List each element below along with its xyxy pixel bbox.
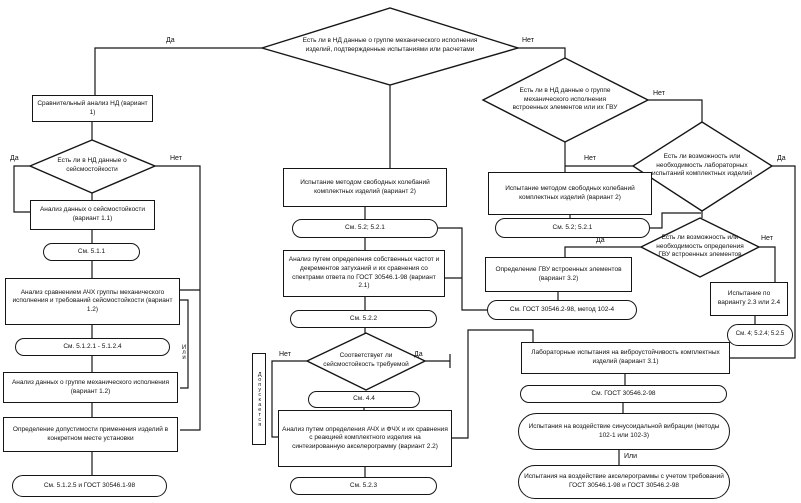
ref-5-1-1: См. 5.1.1 [43, 243, 140, 261]
ref-5-1-2-5: См. 5.1.2.5 и ГОСТ 30546.1-98 [12, 475, 167, 497]
box-gvu-determination: Определение ГВУ встроенных элементов (вариант 3.2) [485, 257, 632, 292]
ref-5-2-mid: См. 5.2; 5.2.1 [292, 219, 438, 238]
decision-embedded: Есть ли в НД данные о группе механического исполнения встроенных элементов или их ГВУ [512, 87, 618, 112]
box-afc-pfc-analysis: Анализ путем определения АЧХ и ФЧХ и их сравнения с реакцией комплектного изделия на синтезированную акселерограмму (вариант 2.2) [278, 410, 452, 467]
label-no-match: Нет [279, 351, 291, 358]
label-yes-gvu: Да [596, 237, 605, 244]
box-natural-freq-analysis: Анализ путем определения собственных частот и декрементов затуханий и их сравнения со спектрами ответа по ГОСТ 30546.1-98 (вариант 2.1) [283, 250, 445, 297]
label-or-left: Или [181, 344, 187, 360]
label-no-gvu: Нет [761, 235, 773, 242]
label-no-embedded: Нет [653, 90, 665, 97]
decision-lab: Есть ли возможность или необходимость лабораторных испытаний комплектных изделий [651, 153, 753, 178]
ref-4-4: См. 4.4 [308, 391, 420, 408]
box-admissibility: Определение допустимости применения изделий в конкретном месте установки [3, 417, 178, 452]
box-accel-test: Испытания на воздействие акселерограммы с учетом требований ГОСТ 30546.1-98 и ГОСТ 30546.2-98 [518, 465, 730, 499]
box-afc-comparison: Анализ сравнением АЧХ группы механического исполнения и требований сейсмостойкости (вариант 1.2) [5, 278, 180, 325]
decision-embedded-shape [483, 58, 648, 142]
decision-gvu-shape [641, 218, 759, 277]
label-or-bottom: Или [624, 453, 638, 460]
box-free-oscillation-right: Испытание методом свободных колебаний комплектных изделий (вариант 2) [488, 172, 652, 215]
ref-method-102-4: См. ГОСТ 30546.2-98, метод 102-4 [487, 300, 637, 320]
decision-match-shape [307, 333, 425, 390]
label-yes-start: Да [166, 37, 175, 44]
box-comparative-analysis: Сравнительный анализ НД (вариант 1) [32, 95, 153, 122]
box-lab-vibro: Лабораторные испытания на виброустойчивость комплектных изделий (вариант 3.1) [521, 342, 730, 374]
decision-match: Соответствует ли сейсмостойкость требуемой [323, 352, 409, 368]
decision-seismic: Есть ли в НД данные о сейсмостойкости [57, 157, 127, 173]
ref-gost-30546-2: См. ГОСТ 30546.2-98 [520, 385, 727, 403]
box-group-analysis: Анализ данных о группе механического исполнения (вариант 1.2) [3, 372, 178, 403]
label-no-start: Нет [522, 37, 534, 44]
ref-5-2-3: См. 5.2.3 [290, 477, 437, 495]
ref-5-2-right: См. 5.2; 5.2.1 [495, 218, 650, 238]
label-no-lab: Нет [584, 155, 596, 162]
ref-5-1-2: См. 5.1.2.1 - 5.1.2.4 [15, 338, 170, 356]
label-yes-match: Да [414, 351, 423, 358]
decision-seismic-shape [30, 140, 155, 193]
ref-4-5-2-4: См. 4; 5.2.4; 5.2.5 [727, 324, 793, 346]
box-free-oscillation-mid: Испытание методом свободных колебаний комплектных изделий (вариант 2) [283, 168, 447, 207]
label-yes-seismic: Да [10, 155, 19, 162]
ref-5-2-2: См. 5.2.2 [290, 310, 437, 328]
box-variant-23-24: Испытание по варианту 2.3 или 2.4 [710, 282, 788, 316]
decision-start-shape [262, 8, 518, 85]
decision-lab-shape [633, 122, 772, 211]
box-sine-test: Испытания на воздействие синусоидальной вибрации (методы 102-1 или 102-3) [518, 413, 730, 450]
label-yes-lab: Да [777, 155, 786, 162]
decision-start: Есть ли в НД данные о группе механического исполнения изделий, подтвержденные испытаниями или расчетами [302, 37, 478, 53]
box-seismic-analysis: Анализ данных о сейсмостойкости (вариант 1.1) [30, 200, 155, 230]
label-no-seismic: Нет [170, 155, 182, 162]
decision-gvu: Есть ли возможность или необходимость определения ГВУ встроенных элементов [656, 234, 744, 259]
allowed-note: Допускается [252, 353, 266, 445]
